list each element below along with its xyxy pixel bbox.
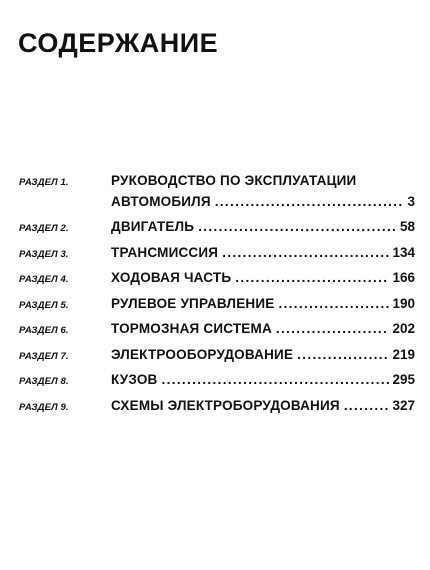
toc-title-line-continued <box>111 193 415 211</box>
toc-page-number: 166 <box>392 270 415 285</box>
toc-dot-leader <box>198 218 397 236</box>
toc-section-label: РАЗДЕЛ 2. <box>19 223 69 234</box>
toc-title-line <box>111 269 415 287</box>
table-of-contents <box>19 172 415 422</box>
toc-dot-leader <box>215 193 405 211</box>
toc-section-label: РАЗДЕЛ 4. <box>19 274 69 285</box>
toc-entry-section-8 <box>19 371 415 397</box>
toc-dot-leader <box>222 244 389 262</box>
toc-page-number: 58 <box>399 219 415 234</box>
toc-dot-leader <box>276 320 390 338</box>
toc-section-label: РАЗДЕЛ 8. <box>19 376 69 387</box>
toc-dot-leader <box>297 346 389 364</box>
toc-title-line <box>111 346 415 364</box>
toc-section-title: ХОДОВАЯ ЧАСТЬ <box>111 270 232 285</box>
toc-title-line <box>111 218 415 236</box>
toc-section-label: РАЗДЕЛ 1. <box>19 177 69 188</box>
toc-entry-section-2 <box>19 218 415 244</box>
toc-section-title: РУЛЕВОЕ УПРАВЛЕНИЕ <box>111 295 275 311</box>
toc-page-number: 219 <box>392 346 415 362</box>
toc-section-title: ЭЛЕКТРООБОРУДОВАНИЕ <box>111 346 294 362</box>
toc-dot-leader <box>162 371 390 389</box>
toc-section-title: КУЗОВ <box>111 372 158 387</box>
toc-title-line <box>111 295 415 313</box>
toc-entry-section-9 <box>19 397 415 423</box>
toc-section-title: СХЕМЫ ЭЛЕКТРОБОРУДОВАНИЯ <box>111 397 340 413</box>
toc-section-title: РУКОВОДСТВО ПО ЭКСПЛУАТАЦИИ <box>111 173 357 188</box>
toc-entry-section-7 <box>19 346 415 372</box>
toc-title-line <box>111 371 415 389</box>
toc-entry-section-5 <box>19 295 415 321</box>
toc-page-number: 134 <box>392 244 415 260</box>
toc-section-label: РАЗДЕЛ 9. <box>19 401 69 413</box>
toc-entry-section-6 <box>19 320 415 346</box>
toc-page-number: 3 <box>407 194 415 209</box>
toc-page-number: 327 <box>392 397 415 413</box>
toc-dot-leader <box>235 269 389 287</box>
page-title: СОДЕРЖАНИЕ <box>18 28 219 58</box>
toc-page-number: 202 <box>392 321 415 336</box>
toc-section-label: РАЗДЕЛ 5. <box>19 299 69 311</box>
toc-page-number: 295 <box>392 372 415 387</box>
toc-section-label: РАЗДЕЛ 3. <box>19 248 69 260</box>
toc-dot-leader <box>344 397 390 415</box>
toc-section-title: ТОРМОЗНАЯ СИСТЕМА <box>111 321 272 336</box>
toc-section-title: ДВИГАТЕЛЬ <box>111 219 195 234</box>
toc-entry-section-4 <box>19 269 415 295</box>
toc-title-line <box>111 320 415 338</box>
toc-dot-leader <box>278 295 389 313</box>
toc-title-line <box>111 397 415 415</box>
toc-page-number: 190 <box>392 295 415 311</box>
toc-entry-section-1 <box>19 172 415 218</box>
toc-title-line <box>111 244 415 262</box>
toc-section-title: ТРАНСМИССИЯ <box>111 244 219 260</box>
toc-section-title-continued: АВТОМОБИЛЯ <box>111 194 211 209</box>
toc-title-line <box>111 172 415 190</box>
toc-section-label: РАЗДЕЛ 7. <box>19 350 69 362</box>
toc-section-label: РАЗДЕЛ 6. <box>19 325 69 336</box>
toc-entry-section-3 <box>19 244 415 270</box>
